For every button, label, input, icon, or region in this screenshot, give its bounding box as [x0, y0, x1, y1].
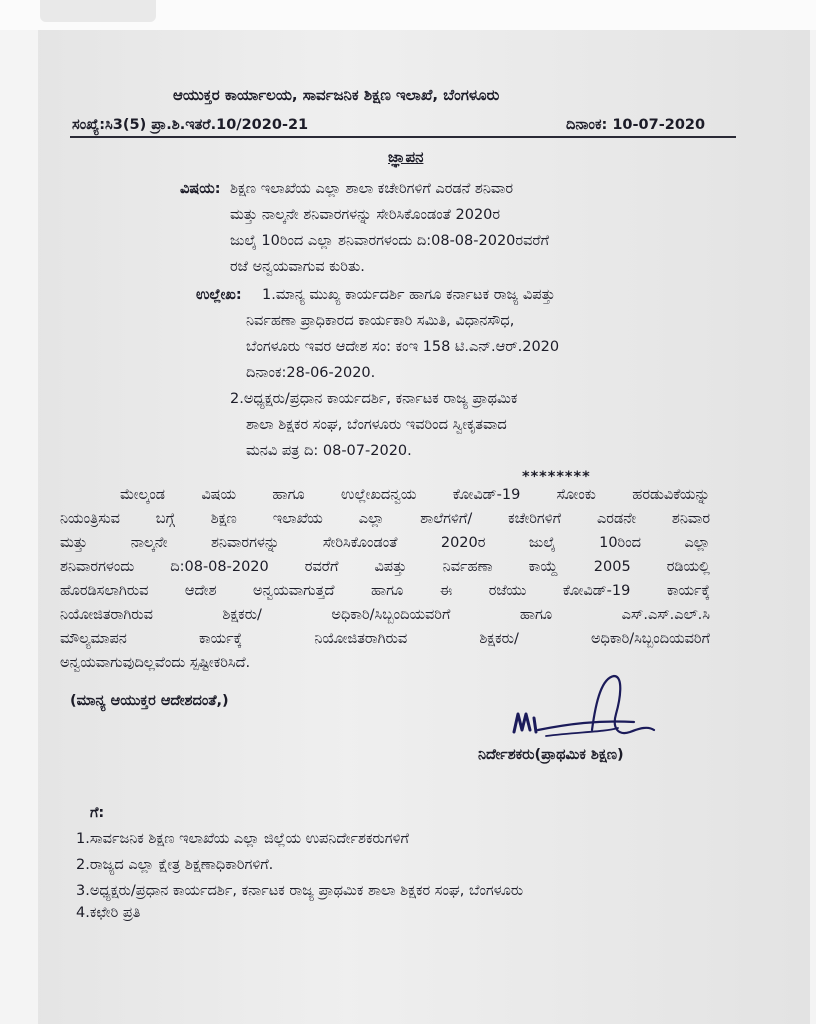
section-separator: ********	[522, 469, 591, 485]
body-line: ನಿಯೋಜಿತರಾಗಿರುವ ಶಿಕ್ಷಕರು/ ಅಧಿಕಾರಿ/ಸಿಬ್ಬಂದಿಯವರಿಗೆ ಹಾಗೂ ಎಸ್.ಎಸ್.ಎಲ್.ಸಿ	[60, 607, 710, 623]
subject-line: ಜುಲೈ 10ರಿಂದ ಎಲ್ಲಾ ಶನಿವಾರಗಳಂದು ದಿ:08-08-2020ರವರೆಗೆ	[230, 233, 550, 249]
reference-line: ಬೆಂಗಳೂರು ಇವರ ಆದೇಶ ಸಂ: ಕಂಇ 158 ಟಿ.ಎನ್.ಆರ್.2020	[246, 339, 560, 355]
reference-line: 2.ಅಧ್ಯಕ್ಷರು/ಪ್ರಧಾನ ಕಾರ್ಯದರ್ಶಿ, ಕರ್ನಾಟಕ ರಾಜ್ಯ ಪ್ರಾಥಮಿಕ	[230, 391, 518, 407]
recipient-item: 1.ಸಾರ್ವಜನಿಕ ಶಿಕ್ಷಣ ಇಲಾಖೆಯ ಎಲ್ಲಾ ಜಿಲ್ಲೆಯ ಉಪನಿರ್ದೇಶಕರುಗಳಿಗೆ	[76, 831, 409, 847]
recipient-item: 4.ಕಛೇರಿ ಪ್ರತಿ	[76, 905, 141, 921]
body-line: ಮೌಲ್ಯಮಾಪನ ಕಾರ್ಯಕ್ಕೆ ನಿಯೋಜಿತರಾಗಿರುವ ಶಿಕ್ಷಕರು/ ಅಧಿಕಾರಿ/ಸಿಬ್ಬಂದಿಯವರಿಗೆ	[60, 631, 710, 647]
body-line: ನಿಯಂತ್ರಿಸುವ ಬಗ್ಗೆ ಶಿಕ್ಷಣ ಇಲಾಖೆಯ ಎಲ್ಲಾ ಶಾಲೆಗಳಿಗೆ/ ಕಚೇರಿಗಳಿಗೆ ಎರಡನೇ ಶನಿವಾರ	[60, 511, 710, 527]
by-order-line: (ಮಾನ್ಯ ಆಯುಕ್ತರ ಆದೇಶದಂತೆ,)	[70, 693, 229, 709]
reference-number: ಸಂಖ್ಯೆ:ಸಿ3(5) ಪ್ರಾ.ಶಿ.ಇತರೆ.10/2020-21	[72, 117, 309, 133]
status-pill	[40, 0, 156, 22]
recipient-item: 3.ಅಧ್ಯಕ್ಷರು/ಪ್ರಧಾನ ಕಾರ್ಯದರ್ಶಿ, ಕರ್ನಾಟಕ ರಾಜ್ಯ ಪ್ರಾಥಮಿಕ ಶಾಲಾ ಶಿಕ್ಷಕರ ಸಂಘ, ಬೆಂಗಳೂರು	[76, 883, 524, 899]
body-line: ಶನಿವಾರಗಳಂದು ದಿ:08-08-2020 ರವರೆಗೆ ವಿಪತ್ತು ನಿರ್ವಹಣಾ ಕಾಯ್ದೆ 2005 ರಡಿಯಲ್ಲಿ	[60, 559, 710, 575]
subject-line: ರಜೆ ಅನ್ವಯವಾಗುವ ಕುರಿತು.	[230, 259, 365, 275]
recipient-item: 2.ರಾಜ್ಯದ ಎಲ್ಲಾ ಕ್ಷೇತ್ರ ಶಿಕ್ಷಣಾಧಿಕಾರಿಗಳಿಗೆ.	[76, 857, 274, 873]
subject-line: ಶಿಕ್ಷಣ ಇಲಾಖೆಯ ಎಲ್ಲಾ ಶಾಲಾ ಕಚೇರಿಗಳಿಗೆ ಎರಡನೆ ಶನಿವಾರ	[230, 181, 513, 197]
body-line: ಅನ್ವಯವಾಗುವುದಿಲ್ಲವೆಂದು ಸ್ಪಷ್ಟೀಕರಿಸಿದೆ.	[60, 655, 251, 671]
body-line: ಮೇಲ್ಕಂಡ ವಿಷಯ ಹಾಗೂ ಉಲ್ಲೇಖದನ್ವಯ ಕೋವಿಡ್-19 ಸೋಂಕು ಹರಡುವಿಕೆಯನ್ನು	[120, 487, 710, 503]
header-rule	[70, 136, 736, 138]
reference-line: ಶಾಲಾ ಶಿಕ್ಷಕರ ಸಂಘ, ಬೆಂಗಳೂರು ಇವರಿಂದ ಸ್ವೀಕೃತವಾದ	[246, 417, 507, 433]
subject-label: ವಿಷಯ:	[180, 181, 221, 197]
body-line: ಮತ್ತು ನಾಲ್ಕನೇ ಶನಿವಾರಗಳನ್ನು ಸೇರಿಸಿಕೊಂಡಂತೆ 2020ರ ಜುಲೈ 10ರಿಂದ ಎಲ್ಲಾ	[60, 535, 710, 551]
memo-title: ಜ್ಞಾಪನ	[388, 148, 424, 166]
reference-line: ಮನವಿ ಪತ್ರ ದಿ: 08-07-2020.	[246, 443, 412, 459]
reference-line: ದಿನಾಂಕ:28-06-2020.	[246, 365, 376, 381]
references-label: ಉಲ್ಲೇಖ:	[196, 287, 242, 303]
document-sheet	[38, 30, 810, 1024]
reference-line: ನಿರ್ವಹಣಾ ಪ್ರಾಧಿಕಾರದ ಕಾರ್ಯಕಾರಿ ಸಮಿತಿ, ವಿಧಾನಸೌಧ,	[246, 313, 515, 329]
recipients-label: ಗೆ:	[90, 805, 105, 821]
signatory-designation: ನಿರ್ದೇಶಕರು(ಪ್ರಾಥಮಿಕ ಶಿಕ್ಷಣ)	[478, 747, 624, 763]
body-line: ಹೊರಡಿಸಲಾಗಿರುವ ಆದೇಶ ಅನ್ವಯವಾಗುತ್ತದೆ ಹಾಗೂ ಈ ರಜೆಯು ಕೋವಿಡ್-19 ಕಾರ್ಯಕ್ಕೆ	[60, 583, 710, 599]
office-heading: ಆಯುಕ್ತರ ಕಾರ್ಯಾಲಯ, ಸಾರ್ವಜನಿಕ ಶಿಕ್ಷಣ ಇಲಾಖೆ, ಬೆಂಗಳೂರು	[173, 86, 500, 104]
reference-line: 1.ಮಾನ್ಯ ಮುಖ್ಯ ಕಾರ್ಯದರ್ಶಿ ಹಾಗೂ ಕರ್ನಾಟಕ ರಾಜ್ಯ ವಿಪತ್ತು	[262, 287, 556, 303]
document-date: ದಿನಾಂಕ: 10-07-2020	[566, 117, 706, 133]
photo-top-strip	[0, 0, 816, 30]
subject-line: ಮತ್ತು ನಾಲ್ಕನೇ ಶನಿವಾರಗಳನ್ನು ಸೇರಿಸಿಕೊಂಡಂತೆ 2020ರ	[230, 207, 501, 223]
